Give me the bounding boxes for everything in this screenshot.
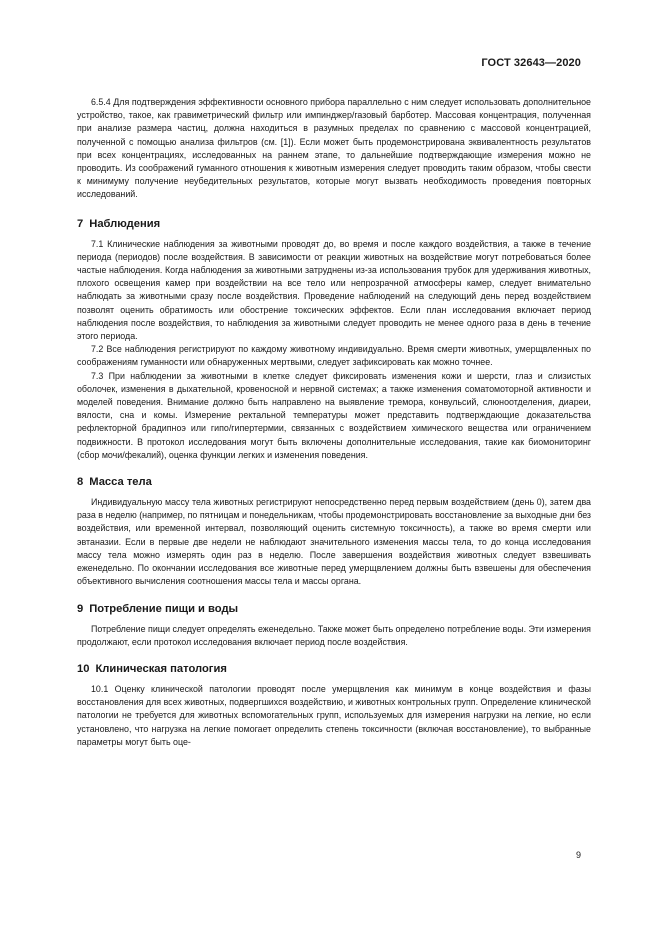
- paragraph-7-2: 7.2 Все наблюдения регистрируют по каждому животному индивидуально. Время смерти животных, умерщвленных по соображениям гуманности или обнаруженных мертвыми, следует зафиксировать как можно точнее.: [77, 344, 591, 368]
- section-heading-8: [77, 476, 591, 488]
- paragraph-6-5-4: 6.5.4 Для подтверждения эффективности основного прибора параллельно с ним следует использовать дополнительное устройство, такое, как гравиметрический фильтр или импинджер/газовый барботер. Массовая концентрация, полученная при анализе размера частиц, должна находиться в разумных пределах по сравнению с массовой концентрацией, полученной с помощью анализа фильтров (см. [1]). Если может быть продемонстрирована эквивалентность результатов при всех концентрациях, исследованных на раннем этапе, то дальнейшие подтверждающие измерения можно не проводить. Из соображений гуманного отношения к животным измерения следует проводить таким образом, чтобы свести к минимуму получение неубедительных результатов, которые могут вызвать необходимость проведения повторных исследований.: [77, 97, 591, 200]
- section-number: 8: [77, 476, 84, 489]
- document-code-header: ГОСТ 32643—2020: [481, 57, 581, 69]
- section-heading-10: [77, 663, 591, 675]
- section-title: Потребление пищи и воды: [89, 602, 239, 615]
- paragraph-8: Индивидуальную массу тела животных регистрируют непосредственно перед первым воздействием (день 0), затем два раза в неделю (например, по пятницам и понедельникам, чтобы продемонстрировать восстановление за выходные дни без воздействия, или временной интервал, позволяющий оценить системную токсичность), а также во время смерти или эвтаназии. Если в первые две недели не наблюдают значительного изменения массы тела, то до конца исследования массу тела можно измерять один раз в неделю. После завершения воздействия животных следует взвешивать еженедельно. По окончании исследования все животные перед умерщвлением должны быть взвешены для обеспечения объективного вычисления соотношения массы тела и массы органа.: [77, 497, 591, 587]
- section-title: Наблюдения: [89, 217, 161, 230]
- paragraph-7-1: 7.1 Клинические наблюдения за животными проводят до, во время и после каждого воздействия, а также в течение периода (периодов) после воздействия. В зависимости от реакции животных на воздействие могут потребоваться более частые наблюдения. Когда наблюдения за животными затруднены из-за использования трубок для удерживания животных, плохого освещения камер при воздействии на все тело или непрозрачной атмосферы камер, следует внимательно наблюдать за животными сразу после воздействия. Проведение наблюдений на следующий день перед воздействием позволят оценить обратимость или обострение токсических эффектов. Если план исследования включает период наблюдения после воздействия, то наблюдения за животными следует проводить не менее одного раза в день в течение этого периода.: [77, 238, 591, 342]
- section-title: Клиническая патология: [95, 662, 227, 675]
- section-heading-7: [77, 218, 591, 230]
- paragraph-7-3: 7.3 При наблюдении за животными в клетке следует фиксировать изменения кожи и шерсти, глаз и слизистых оболочек, изменения в дыхательной, кровеносной и нервной системах; а также изменения соматомоторной активности и моделей поведения. Внимание должно быть направлено на выявление тремора, конвульсий, слюноотделения, диареи, вялости, сна и комы. Измерение ректальной температуры может представить подтверждающие доказательства рефлекторной брадипноэ или гипо/гипертермии, связанных с воздействием химического вещества или ограничением подвижности. В протокол исследования могут быть включены дополнительные исследования, такие как биомониторинг (сбор мочи/фекалий), оценка функции легких и изменения поведения.: [77, 370, 591, 460]
- section-number: 10: [77, 662, 90, 675]
- paragraph-9: Потребление пищи следует определять еженедельно. Также может быть определено потребление воды. Эти измерения продолжают, если протокол исследования включает период после воздействия.: [77, 623, 591, 647]
- page-number: 9: [575, 850, 581, 860]
- section-number: 7: [77, 217, 84, 230]
- section-heading-9: [77, 603, 591, 615]
- section-number: 9: [77, 602, 84, 615]
- section-title: Масса тела: [89, 476, 152, 489]
- paragraph-10-1: 10.1 Оценку клинической патологии проводят после умерщвления как минимум в конце воздействия и фазы восстановления для всех животных, подвергшихся воздействию, и животных контрольных групп. Определение клинической патологии не требуется для животных вспомогательных групп, используемых для измерения нагрузки на легкие, но если установлено, что нагрузка на легкие помогает определить степень токсичности (включая восстановление), то выбранные параметры могут быть оце-: [77, 683, 591, 747]
- page-content: [77, 96, 591, 749]
